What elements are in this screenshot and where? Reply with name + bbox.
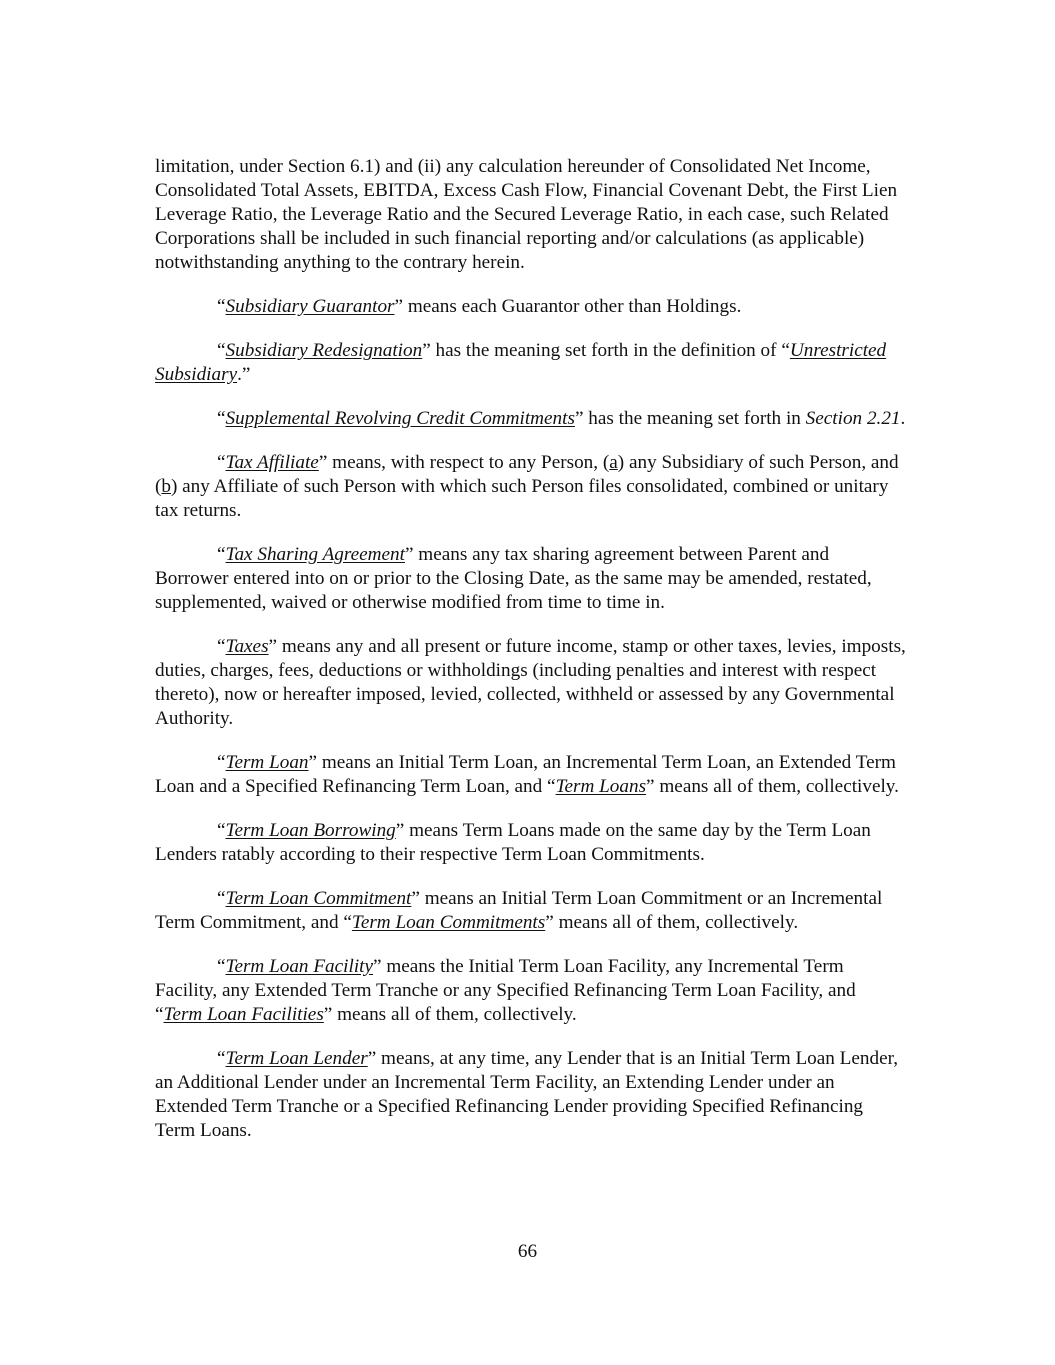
- definition-text: means all of them, collectively.: [332, 1004, 577, 1025]
- definition-text: means any tax sharing agreement between Parent and Borrower entered into on or prior to the Closing Date, as the same may be amended, restated, supplemented, waived or otherwise modified from time to time in.: [155, 544, 872, 613]
- definition-text: means Term Loans made on the same day by the Term Loan Lenders ratably according to their respective Term Loan Commitments.: [155, 820, 871, 865]
- defined-term: Tax Sharing Agreement: [225, 544, 405, 565]
- page-number: 66: [517, 1241, 538, 1262]
- definition-subsidiary-redesignation: “Subsidiary Redesignation” has the meaning set forth in the definition of “Unrestricted Subsidiary.”: [155, 340, 887, 385]
- definition-text: .: [237, 364, 242, 385]
- definition-term-loan-borrowing: “Term Loan Borrowing” means Term Loans made on the same day by the Term Loan Lenders ratably according to their respective Term Loan Commitments.: [155, 820, 871, 865]
- definition-text: means all of them, collectively.: [654, 776, 899, 797]
- continuation-paragraph: limitation, under Section 6.1) and (ii) any calculation hereunder of Consolidated Net Income, Consolidated Total Assets, EBITDA, Excess Cash Flow, Financial Covenant Debt, the First Lien Leverage Ratio, the Leverage Ratio and the Secured Leverage Ratio, in each case, such Related Corporations shall be included in such financial reporting and/or calculations (as applicable) notwithstanding anything to the contrary herein.: [155, 156, 898, 273]
- defined-term-plural: Term Loans: [555, 776, 647, 797]
- definition-subsidiary-guarantor: “Subsidiary Guarantor” means each Guarantor other than Holdings.: [217, 296, 742, 317]
- definition-term-loan-commitment: “Term Loan Commitment” means an Initial Term Loan Commitment or an Incremental Term Commitment, and “Term Loan Commitments” means all of them, collectively.: [155, 888, 883, 933]
- clause-marker: b: [161, 476, 171, 497]
- definition-text: means any and all present or future income, stamp or other taxes, levies, imposts, duties, charges, fees, deductions or withholdings (including penalties and interest with respect thereto), now or hereafter imposed, levied, collected, withheld or assessed by any Governmental Authority.: [155, 636, 906, 729]
- defined-term: Term Loan Borrowing: [225, 820, 396, 841]
- definition-tax-sharing-agreement: “Tax Sharing Agreement” means any tax sharing agreement between Parent and Borrower entered into on or prior to the Closing Date, as the same may be amended, restated, supplemented, waived or otherwise modified from time to time in.: [155, 544, 872, 613]
- definition-term-loan-lender: “Term Loan Lender” means, at any time, any Lender that is an Initial Term Loan Lender, an Additional Lender under an Incremental Term Facility, an Extending Lender under an Extended Term Tranche or a Specified Refinancing Lender providing Specified Refinancing Term Loans.: [155, 1048, 899, 1141]
- defined-term: Term Loan: [225, 752, 309, 773]
- definition-text: means the Initial Term Loan Facility, any Incremental Term Facility, any Extended Term Tranche or any Specified Refinancing Term Loan Facility, and: [155, 956, 856, 1001]
- defined-term: Subsidiary Redesignation: [225, 340, 423, 361]
- definition-text: means, with respect to any Person, (: [327, 452, 610, 473]
- defined-term: Term Loan Commitment: [225, 888, 412, 909]
- definition-taxes: “Taxes” means any and all present or future income, stamp or other taxes, levies, imposts, duties, charges, fees, deductions or withholdings (including penalties and interest with respect thereto), now or hereafter imposed, levied, collected, withheld or assessed by any Governmental Authority.: [155, 636, 906, 729]
- defined-term: Term Loan Facility: [225, 956, 373, 977]
- section-reference: Section 2.21: [805, 408, 901, 429]
- definition-text: means an Initial Term Loan, an Incremental Term Loan, an Extended Term Loan and a Specified Refinancing Term Loan, and: [155, 752, 896, 797]
- definition-text: means an Initial Term Loan Commitment or an Incremental Term Commitment, and: [155, 888, 883, 933]
- definition-term-loan-facility: “Term Loan Facility” means the Initial Term Loan Facility, any Incremental Term Facility, any Extended Term Tranche or any Specified Refinancing Term Loan Facility, and “Term Loan Facilities” means all of them, collectively.: [155, 956, 856, 1025]
- defined-term: Tax Affiliate: [225, 452, 319, 473]
- definition-text: means each Guarantor other than Holdings.: [403, 296, 742, 317]
- defined-term: Term Loan Lender: [225, 1048, 368, 1069]
- definition-text: ) any Subsidiary of such Person, and (: [155, 452, 899, 497]
- definition-text: .: [900, 408, 906, 429]
- cross-reference-term: Unrestricted Subsidiary: [155, 340, 887, 385]
- definition-text: means, at any time, any Lender that is an Initial Term Loan Lender, an Additional Lender under an Incremental Term Facility, an Extending Lender under an Extended Term Tranche or a Specified Refinancing Lender providing Specified Refinancing Term Loans.: [155, 1048, 899, 1141]
- definition-term-loan: “Term Loan” means an Initial Term Loan, an Incremental Term Loan, an Extended Term Loan and a Specified Refinancing Term Loan, and “Term Loans” means all of them, collectively.: [155, 752, 899, 797]
- defined-term: Supplemental Revolving Credit Commitments: [225, 408, 575, 429]
- clause-marker: a: [609, 452, 618, 473]
- definition-text: means all of them, collectively.: [553, 912, 799, 933]
- definition-text: has the meaning set forth in the definition of: [430, 340, 782, 361]
- defined-term: Subsidiary Guarantor: [225, 296, 395, 317]
- definition-tax-affiliate: “Tax Affiliate” means, with respect to any Person, (a) any Subsidiary of such Person, and (b) any Affiliate of such Person with which such Person files consolidated, combined or unitary tax returns.: [155, 452, 899, 521]
- document-page: [155, 155, 907, 1163]
- defined-term: Taxes: [225, 636, 269, 657]
- definition-text: has the meaning set forth in: [583, 408, 806, 429]
- definition-supplemental-revolving-credit-commitments: “Supplemental Revolving Credit Commitments” has the meaning set forth in Section 2.21.: [217, 408, 906, 429]
- defined-term-plural: Term Loan Facilities: [163, 1004, 324, 1025]
- defined-term-plural: Term Loan Commitments: [351, 912, 546, 933]
- definition-text: ) any Affiliate of such Person with which such Person files consolidated, combined or unitary tax returns.: [155, 476, 889, 521]
